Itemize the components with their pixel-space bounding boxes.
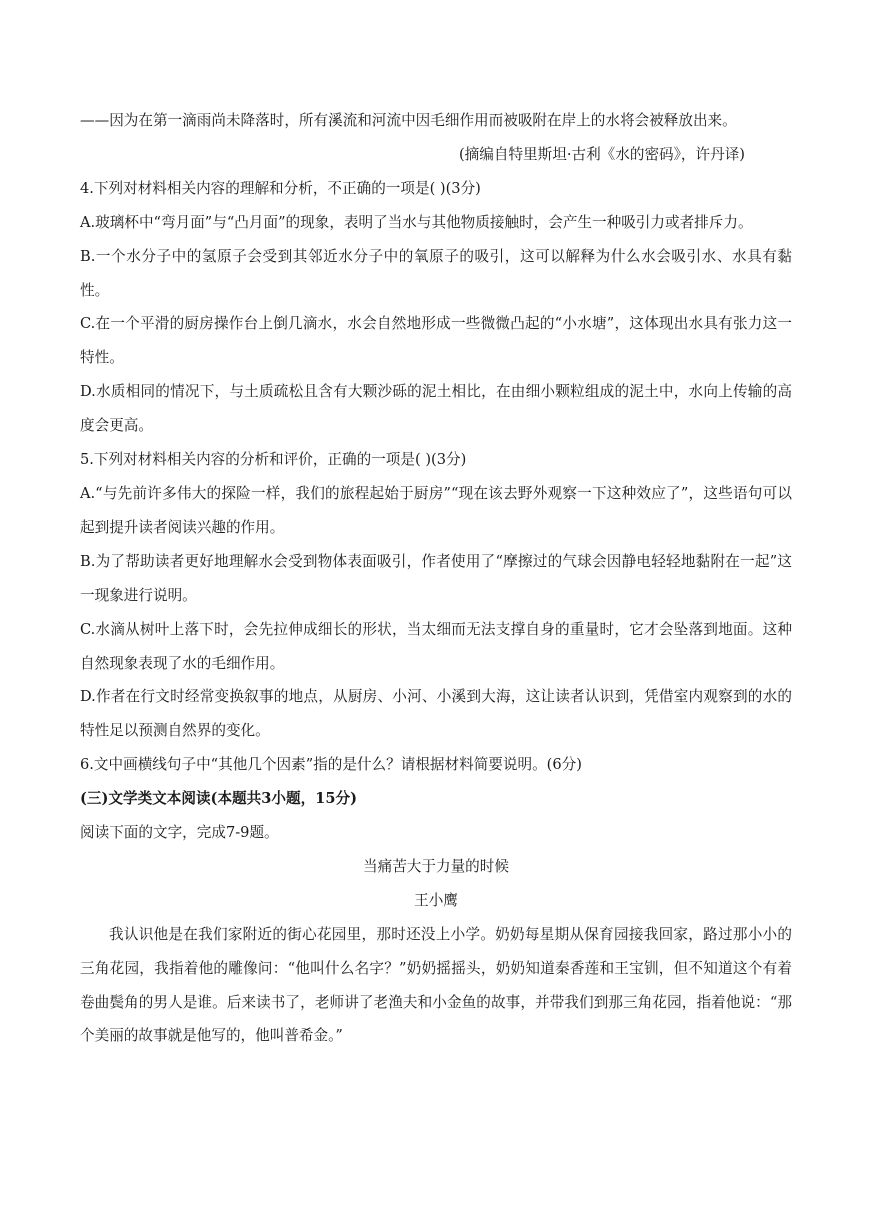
document-page — [80, 104, 792, 1053]
question-6: 6.文中画横线句子中“其他几个因素”指的是什么？请根据材料简要说明。(6分) — [80, 756, 582, 774]
story-author: 王小鹰 — [414, 891, 458, 909]
question-4-option-c: C.在一个平滑的厨房操作台上倒几滴水，水会自然地形成一些微微凸起的“小水塘”，这体现出水具有张力这一特性。 — [80, 315, 792, 367]
question-5-option-a: A.“与先前许多伟大的探险一样，我们的旅程起始于厨房”“现在该去野外观察一下这种效应了”，这些语句可以起到提升读者阅读兴趣的作用。 — [80, 484, 792, 536]
text-line-intro: ——因为在第一滴雨尚未降落时，所有溪流和河流中因毛细作用而被吸附在岸上的水将会被释放出来。 — [80, 112, 737, 129]
story-title: 当痛苦大于力量的时候 — [363, 857, 509, 875]
reading-instruction: 阅读下面的文字，完成7-9题。 — [80, 824, 279, 842]
story-paragraph: 我认识他是在我们家附近的街心花园里，那时还没上小学。奶奶每星期从保育园接我回家，路过那小小的三角花园，我指着他的雕像问：“他叫什么名字？”奶奶摇摇头，奶奶知道秦香莲和王宝钏，但不知道这个有着卷曲鬓角的男人是谁。后来读书了，老师讲了老渔夫和小金鱼的故事，并带我们到那三角花园，指着他说：“那个美丽的故事就是他写的，他叫普希金。” — [80, 925, 792, 1045]
question-4-option-b: B.一个水分子中的氢原子会受到其邻近水分子中的氧原子的吸引，这可以解释为什么水会吸引水、水具有黏性。 — [80, 247, 792, 299]
question-5-option-d: D.作者在行文时经常变换叙事的地点，从厨房、小河、小溪到大海，这让读者认识到，凭借室内观察到的水的特性足以预测自然界的变化。 — [80, 688, 792, 740]
section-heading: (三)文学类文本阅读(本题共3小题，15分) — [80, 790, 357, 808]
question-5-option-c: C.水滴从树叶上落下时，会先拉伸成细长的形状，当太细而无法支撑自身的重量时，它才会坠落到地面。这种自然现象表现了水的毛细作用。 — [80, 620, 792, 672]
question-5-option-b: B.为了帮助读者更好地理解水会受到物体表面吸引，作者使用了“摩擦过的气球会因静电轻轻地黏附在一起”这一现象进行说明。 — [80, 552, 792, 604]
question-4: 4.下列对材料相关内容的理解和分析，不正确的一项是( )(3分) — [80, 179, 481, 197]
source-citation: (摘编自特里斯坦·古利《水的密码》，许丹译) — [458, 145, 745, 163]
question-4-option-a: A.玻璃杯中“弯月面”与“凸月面”的现象，表明了当水与其他物质接触时，会产生一种吸引力或者排斥力。 — [80, 213, 753, 231]
question-5: 5.下列对材料相关内容的分析和评价，正确的一项是( )(3分) — [80, 451, 467, 469]
question-4-option-d: D.水质相同的情况下，与土质疏松且含有大颗沙砾的泥土相比，在由细小颗粒组成的泥土中，水向上传输的高度会更高。 — [80, 383, 792, 435]
